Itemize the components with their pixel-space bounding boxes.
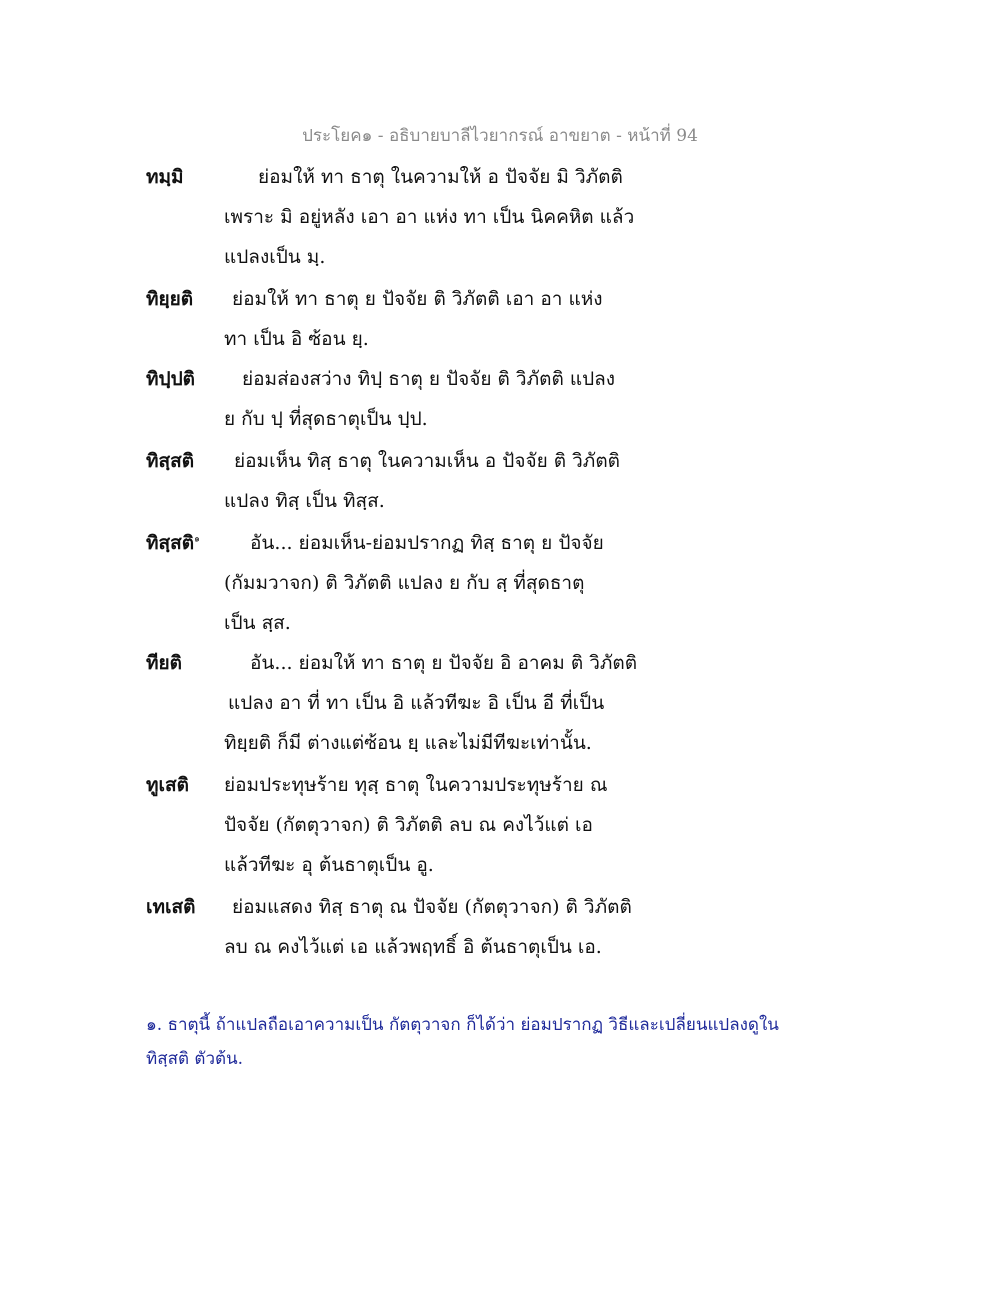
entry-line: แปลง ทิสฺ เป็น ทิสฺส. [224, 490, 385, 512]
entry-line: ปัจจัย (กัตตุวาจก) ติ วิภัตติ ลบ ณ คงไว้แต่ เอ [224, 814, 593, 836]
entry-term: ทิปฺปติ [146, 368, 195, 390]
entry-line: ทา เป็น อิ ซ้อน ยฺ. [224, 328, 369, 350]
entry-line: ย่อมแสดง ทิสฺ ธาตุ ณ ปัจจัย (กัตตุวาจก) ติ วิภัตติ [232, 896, 632, 918]
entry-line: แปลง อา ที่ ทา เป็น อิ แล้วทีฆะ อิ เป็น อี ที่เป็น [228, 692, 605, 714]
page-header: ประโยค๑ - อธิบายบาลีไวยากรณ์ อาขยาต - หน้าที่ 94 [302, 126, 698, 146]
entry-line: เป็น สฺส. [224, 612, 291, 634]
entry-line: ย กับ ปฺ ที่สุดธาตุเป็น ปฺป. [224, 408, 428, 430]
entry-term: เทเสติ [146, 896, 196, 918]
entry-line: อัน... ย่อมเห็น-ย่อมปรากฏ ทิสฺ ธาตุ ย ปัจจัย [250, 532, 604, 554]
entry-line: ทิยฺยติ ก็มี ต่างแต่ซ้อน ยฺ และไม่มีทีฆะเท่านั้น. [224, 732, 592, 754]
entry-line: แล้วทีฆะ อุ ต้นธาตุเป็น อู. [224, 854, 434, 876]
entry-line: ย่อมส่องสว่าง ทิปฺ ธาตุ ย ปัจจัย ติ วิภัตติ แปลง [242, 368, 616, 390]
entry-line: ลบ ณ คงไว้แต่ เอ แล้วพฤทธิ์ อิ ต้นธาตุเป็น เอ. [224, 936, 602, 958]
entry-line: (กัมมวาจก) ติ วิภัตติ แปลง ย กับ สฺ ที่สุดธาตุ [224, 572, 585, 594]
entry-line: ย่อมเห็น ทิสฺ ธาตุ ในความเห็น อ ปัจจัย ติ วิภัตติ [234, 450, 621, 472]
entry-line: อัน... ย่อมให้ ทา ธาตุ ย ปัจจัย อิ อาคม ติ วิภัตติ [250, 652, 638, 674]
entry-line: เพราะ มิ อยู่หลัง เอา อา แห่ง ทา เป็น นิคคหิต แล้ว [224, 206, 635, 228]
entry-line: ย่อมให้ ทา ธาตุ ในความให้ อ ปัจจัย มิ วิภัตติ [258, 166, 623, 188]
entry-line: แปลงเป็น มฺ. [224, 246, 326, 268]
footnote-marker: ๑ [194, 534, 200, 545]
entry-term: ทมฺมิ [146, 166, 184, 188]
entry-line: ย่อมประทุษร้าย ทุสฺ ธาตุ ในความประทุษร้าย ณ [224, 774, 608, 796]
footnote: ๑. ธาตุนี้ ถ้าแปลถือเอาความเป็น กัตตุวาจก ก็ได้ว่า ย่อมปรากฏ วิธีและเปลี่ยนแปลงดูใน ทิสฺสติ ตัวต้น. [146, 1015, 779, 1069]
entry-term: ทูเสติ [146, 774, 189, 796]
entry-term: ทียติ [146, 652, 182, 674]
entry-line: ย่อมให้ ทา ธาตุ ย ปัจจัย ติ วิภัตติ เอา อา แห่ง [232, 288, 603, 310]
entry-term [146, 528, 200, 558]
entry-term-text: ทิสฺสติ [146, 532, 195, 554]
entry-term: ทิยฺยติ [146, 288, 194, 310]
entry-term: ทิสฺสติ [146, 450, 195, 472]
